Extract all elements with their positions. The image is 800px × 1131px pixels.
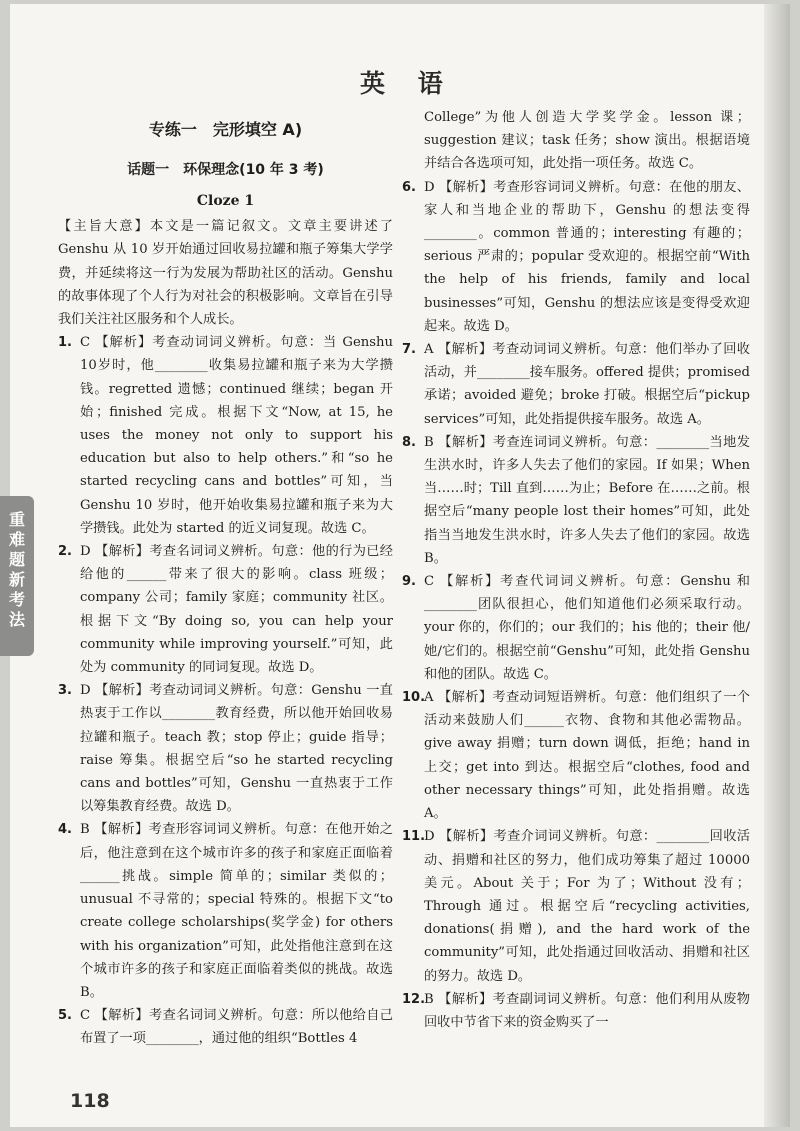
- item-text: C 【解析】考查名词词义辨析。句意：所以他给自己布置了一项________，通过他的组织“Bottles 4: [80, 1008, 393, 1047]
- answer-item: [58, 331, 393, 540]
- answer-item: [402, 338, 750, 431]
- item-number: 11.: [402, 829, 426, 845]
- continuation-text: College”为他人创造大学奖学金。lesson 课；suggestion 建议；task 任务；show 演出。根据语境并结合各选项可知，此处指一项任务。故选 C。: [424, 110, 750, 172]
- answer-item: [402, 176, 750, 338]
- item-text: D 【解析】考查名词词义辨析。句意：他的行为已经给他的______带来了很大的影响。class 班级；company 公司；family 家庭；community 社区。根据下文“By doing so, you can help your community while improving yourself.”可知，此处为 community 的同词复现。故选 D。: [80, 544, 393, 676]
- answer-item: [402, 570, 750, 686]
- item-number: 4.: [58, 822, 72, 838]
- section-heading: 专练一 完形填空 A): [148, 120, 303, 139]
- side-tab-char: 难: [8, 530, 25, 549]
- page-number: 118: [70, 1090, 110, 1112]
- item-number: 2.: [58, 544, 72, 560]
- side-tab-char: 新: [8, 570, 25, 589]
- right-column: [402, 106, 750, 1034]
- side-tab: [0, 496, 34, 656]
- item-number: 6.: [402, 179, 416, 195]
- side-tab-char: 考: [8, 590, 25, 609]
- answer-item: [402, 988, 750, 1034]
- item-number: 12.: [402, 991, 426, 1007]
- item-text: A 【解析】考查动词词义辨析。句意：他们举办了回收活动，并________接车服务。offered 提供；promised 承诺；avoided 避免；broke 打破。根据空后“pickup services”可知，此处指提供接车服务。故选 A。: [424, 342, 750, 427]
- item-number: 10.: [402, 690, 426, 706]
- side-tab-char: 重: [8, 510, 25, 529]
- answer-item: [58, 1004, 393, 1050]
- left-column: [58, 116, 393, 1051]
- item-text: B 【解析】考查连词词义辨析。句意：________当地发生洪水时，许多人失去了他们的家园。If 如果；When 当……时；Till 直到……为止；Before 在……之前。根据空后“many people lost their homes”可知，此处指当当地发生洪水时，许多人失去了他们的家园。故选 B。: [424, 434, 750, 566]
- item-text: B 【解析】考查形容词词义辨析。句意：在他开始之后，他注意到在这个城市许多的孩子和家庭正面临着______挑战。simple 简单的；similar 类似的；unusual 不寻常的；special 特殊的。根据下文“to create college scholarships(奖学金) for others with his organization”可知，此处指他注意到在这个城市许多的孩子和家庭正面临着类似的挑战。故选 B。: [80, 822, 393, 1000]
- item-number: 3.: [58, 683, 72, 699]
- document-page: [10, 4, 790, 1127]
- item-text: D 【解析】考查动词词义辨析。句意：Genshu 一直热衷于工作以________教育经费，所以他开始回收易拉罐和瓶子。teach 教；stop 停止；guide 指导；raise 筹集。根据空后“so he started recycling cans and bottles”可知，Genshu 一直热衷于工作以筹集教育经费。故选 D。: [80, 683, 393, 815]
- answer-item: [58, 679, 393, 818]
- item-text: D 【解析】考查介词词义辨析。句意：________回收活动、捐赠和社区的努力，他们成功筹集了超过 10000 美元。About 关于；For 为了；Without 没有；Through 通过。根据空后“recycling activities, donations(捐赠), and the hard work of the community”可知，此处指通过回收活动、捐赠和社区的努力。故选 D。: [424, 829, 750, 984]
- answer-item: [402, 686, 750, 825]
- answer-item: [402, 431, 750, 570]
- item-number: 7.: [402, 342, 416, 358]
- answer-item: [58, 818, 393, 1004]
- page-title: 英 语: [360, 69, 455, 98]
- side-tab-char: 题: [8, 550, 25, 569]
- answer-item: [402, 825, 750, 987]
- item-number: 5.: [58, 1008, 72, 1024]
- topic-heading: 话题一 环保理念(10 年 3 考): [127, 162, 324, 178]
- cloze-heading: Cloze 1: [196, 193, 255, 209]
- book-spine-shadow: [764, 4, 790, 1127]
- item-number: 8.: [402, 434, 416, 450]
- item-text: D 【解析】考查形容词词义辨析。句意：在他的朋友、家人和当地企业的帮助下，Genshu 的想法变得________。common 普通的；interesting 有趣的；serious 严肃的；popular 受欢迎的。根据空前“With the help of his friends, family and local businesses”可知，Genshu 的想法应该是变得受欢迎起来。故选 D。: [424, 179, 750, 334]
- item-number: 1.: [58, 335, 72, 351]
- item-text: C 【解析】考查代词词义辨析。句意：Genshu 和________团队很担心，他们知道他们必须采取行动。your 你的，你们的；our 我们的；his 他的；their 他/她/它们的。根据空前“Genshu”可知，此处指 Genshu 和他的团队。故选 C。: [424, 574, 750, 682]
- item-text: A 【解析】考查动词短语辨析。句意：他们组织了一个活动来鼓励人们______衣物、食物和其他必需物品。give away 捐赠；turn down 调低，拒绝；hand in 上交；get into 到达。根据空后“clothes, food and other necessary things”可知，此处指捐赠。故选 A。: [424, 690, 750, 822]
- main-idea-paragraph: 【主旨大意】本文是一篇记叙文。文章主要讲述了Genshu 从 10 岁开始通过回收易拉罐和瓶子筹集大学学费，并延续将这一行为发展为帮助社区的活动。Genshu 的故事体现了个人行为对社会的积极影响。文章旨在引导我们关注社区服务和个人成长。: [58, 219, 393, 328]
- side-tab-char: 法: [8, 610, 25, 629]
- item-text: C 【解析】考查动词词义辨析。句意：当 Genshu 10岁时，他________收集易拉罐和瓶子来为大学攒钱。regretted 遗憾；continued 继续；began 开始；finished 完成。根据下文“Now, at 15, he uses the money not only to support his education but also to help others.”和“so he started recycling cans and bottles”可知，当 Genshu 10 岁时，他开始收集易拉罐和瓶子来为大学攒钱。此处为 started 的近义词复现。故选 C。: [80, 335, 393, 536]
- answer-item: [58, 540, 393, 679]
- item-number: 9.: [402, 574, 416, 590]
- item-text: B 【解析】考查副词词义辨析。句意：他们利用从废物回收中节省下来的资金购买了一: [424, 991, 750, 1030]
